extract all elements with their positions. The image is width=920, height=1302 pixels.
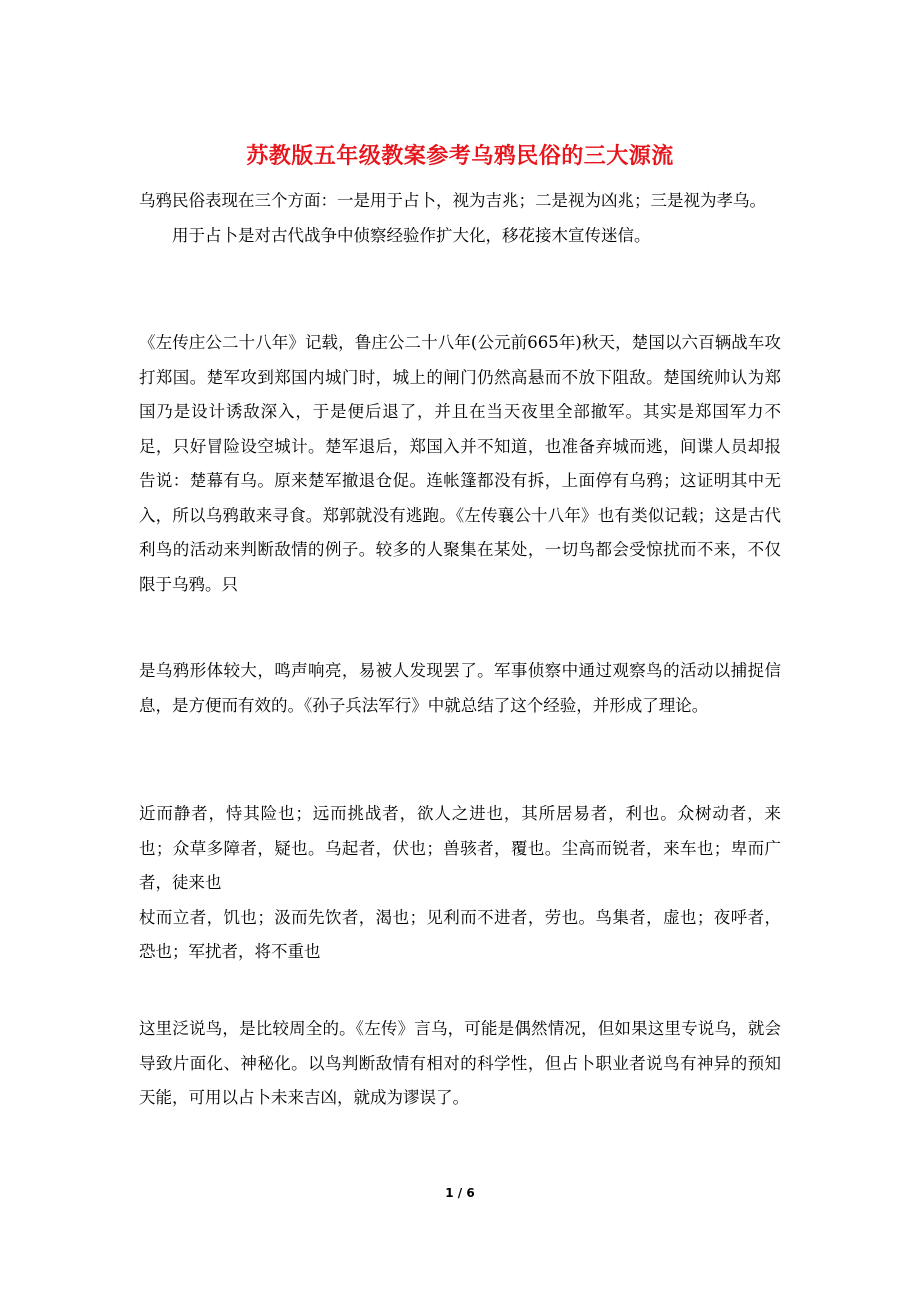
paragraph-intro-block: [139, 184, 781, 253]
paragraph-crow-size: 是乌鸦形体较大，鸣声响亮，易被人发现罢了。军事侦察中通过观察鸟的活动以捕捉信息，是方便而有效的。《孙子兵法军行》中就总结了这个经验，并形成了理论。: [139, 661, 781, 715]
paragraph-zuozhuan: 《左传庄公二十八年》记载，鲁庄公二十八年(公元前665年)秋天，楚国以六百辆战车攻打郑国。楚军攻到郑国内城门时，城上的闸门仍然高悬而不放下阻敌。楚国统帅认为郑国乃是设计诱敌深入，于是便后退了，并且在当天夜里全部撤军。其实是郑国军力不足，只好冒险设空城计。楚军退后，郑国入并不知道，也准备弃城而逃，间谍人员却报告说：楚幕有乌。原来楚军撤退仓促。连帐篷都没有拆，上面停有乌鸦；这证明其中无入，所以乌鸦敢来寻食。郑郭就没有逃跑。《左传襄公十八年》也有类似记载；这是古代利鸟的活动来判断敌情的例子。较多的人聚集在某处，一切鸟都会受惊扰而不来，不仅限于乌鸦。只: [139, 333, 781, 594]
paragraph-sunzi-block: [139, 797, 781, 970]
document-title: 苏教版五年级教案参考乌鸦民俗的三大源流: [246, 143, 674, 169]
page-number: 1 / 6: [445, 1186, 475, 1200]
paragraph-sunzi-quote-1: 近而静者，恃其险也；远而挑战者，欲人之进也，其所居易者，利也。众树动者，来也；众草多障者，疑也。乌起者，伏也；兽骇者，覆也。尘高而锐者，来车也；卑而广者，徒来也: [139, 804, 781, 892]
paragraph-zuozhuan-block: [139, 326, 781, 602]
paragraph-conclusion-block: [139, 1012, 781, 1116]
paragraph-divination: 用于占卜是对古代战争中侦察经验作扩大化，移花接木宣传迷信。: [172, 225, 651, 245]
paragraph-crow-size-block: [139, 654, 781, 723]
paragraph-intro: 乌鸦民俗表现在三个方面：一是用于占卜，视为吉兆；二是视为凶兆；三是视为孝乌。: [139, 191, 766, 210]
paragraph-sunzi-quote-2: 杖而立者，饥也；汲而先饮者，渴也；见利而不进者，劳也。鸟集者，虚也；夜呼者，恐也；军扰者，将不重也: [139, 907, 781, 961]
paragraph-conclusion: 这里泛说鸟，是比较周全的。《左传》言乌，可能是偶然情况，但如果这里专说乌，就会导致片面化、神秘化。以鸟判断敌情有相对的科学性，但占卜职业者说鸟有神异的预知天能，可用以占卜未来吉凶，就成为谬误了。: [139, 1019, 781, 1107]
